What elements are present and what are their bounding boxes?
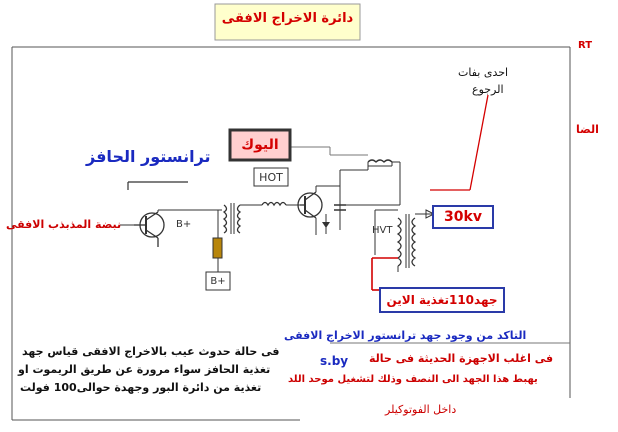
- oscillator-pulse-label: نبضة المذبذب الافقى: [6, 218, 122, 231]
- flyback-secondary: [412, 218, 415, 266]
- supply-110-label: جهد110تغذية الاين: [386, 293, 498, 307]
- flyback-pulse-line1: احدى بفات: [458, 66, 509, 79]
- flyback-primary: [398, 218, 401, 266]
- driver-transformer-secondary: [238, 205, 241, 233]
- fault-note-line2: تغذية الحافز سواء مرورة عن طريق الريموت او: [18, 363, 271, 376]
- hot-label: HOT: [259, 170, 283, 184]
- yoke-coil: [368, 160, 392, 162]
- diagram-title: دائرة الاخراج الافقى: [221, 11, 354, 26]
- rt-label: RT: [578, 40, 593, 51]
- kv-label: 30kv: [444, 209, 482, 225]
- check-voltage-note: التاكد من وجود جهد ترانستور الاخراج الافقى: [284, 329, 527, 342]
- base-coil: [262, 203, 286, 206]
- driver-transistor: [134, 212, 164, 247]
- flyback-pointer: [470, 95, 488, 190]
- inside-photo-note: داخل الفوتوكيلر: [385, 403, 457, 416]
- yoke-label: اليوك: [241, 137, 279, 153]
- hvt-label: HVT: [372, 225, 393, 236]
- driver-resistor: [213, 238, 222, 258]
- bplus-label-1: B+: [176, 219, 192, 230]
- sby-label: s.by: [320, 354, 349, 368]
- bplus-label-2: B+: [210, 275, 226, 287]
- horizontal-output-transistor: [298, 192, 322, 218]
- flyback-pulse-line2: الرجوع: [472, 83, 504, 96]
- half-voltage-note: يهبط هذا الجهد الى النصف وذلك لتشغيل موحد اللد: [288, 374, 538, 385]
- fault-note-line1: فى حالة حدوث عيب بالاخراج الافقى قياس جهد: [22, 345, 280, 358]
- driver-transistor-label: ترانستور الحافز: [86, 147, 211, 166]
- driver-transformer-primary: [224, 205, 227, 233]
- fault-note-line3: تغذية من دائرة البور وجهدة حوالى100 فولت: [20, 381, 262, 394]
- side-label: الضا: [576, 123, 599, 136]
- modern-devices-note: فى اغلب الاجهزة الحديثة فى حالة: [369, 352, 554, 365]
